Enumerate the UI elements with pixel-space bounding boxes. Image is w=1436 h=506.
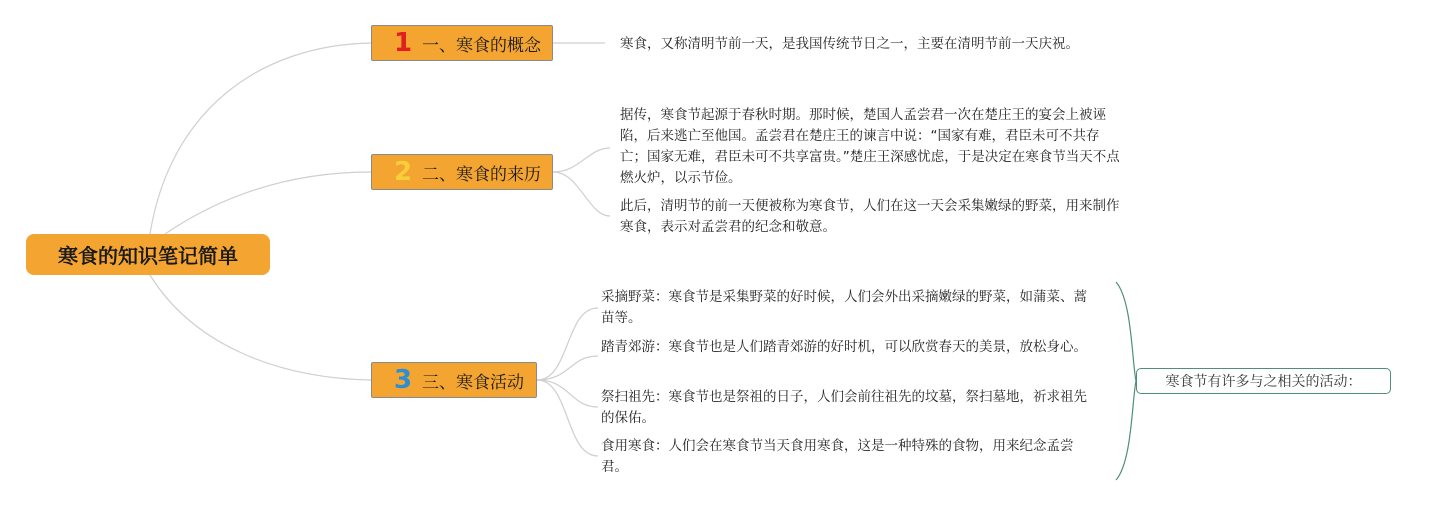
origin-leaf-legend-text: 据传，寒食节起源于春秋时期。那时候，楚国人孟尝君一次在楚庄王的宴会上被诬陷，后来逃亡至他国。孟尝君在楚庄王的谏言中说：“国家有难，君臣未可不共存亡；国家无难，君臣未可不共享富贵。”楚庄王深感忧虑，于是决定在寒食节当天不点燃火炉，以示节俭。	[620, 107, 1120, 186]
root-to-branch-1-connector	[150, 43, 371, 234]
origin-leaf-naming[interactable]	[620, 196, 1125, 238]
branch-3-leaf-3-connector	[537, 380, 598, 407]
branch-concept-label: 一、寒食的概念	[422, 35, 541, 56]
activity-leaf-ancestors-text: 祭扫祖先：寒食节也是祭祖的日子，人们会前往祖先的坟墓，祭扫墓地，祈求祖先的保佑。	[601, 389, 1087, 426]
origin-leaf-legend[interactable]	[620, 105, 1125, 189]
branch-origin-label: 二、寒食的来历	[422, 164, 541, 185]
number-1-icon: 1	[393, 28, 413, 58]
number-2-icon: 2	[393, 157, 413, 187]
root-topic-label: 寒食的知识笔记简单	[58, 244, 238, 268]
activity-leaf-outing-text: 踏青郊游：寒食节也是人们踏青郊游的好时机，可以欣赏春天的美景，放松身心。	[601, 339, 1087, 355]
concept-leaf-text: 寒食，又称清明节前一天，是我国传统节日之一，主要在清明节前一天庆祝。	[620, 36, 1079, 52]
activity-leaf-ancestors[interactable]	[601, 387, 1096, 429]
activity-leaf-wild-greens-text: 采摘野菜：寒食节是采集野菜的好时候，人们会外出采摘嫩绿的野菜，如蒲菜、蒿苗等。	[601, 289, 1087, 326]
branch-origin[interactable]	[371, 154, 553, 190]
root-to-branch-2-connector	[165, 172, 371, 234]
activity-leaf-cold-food[interactable]	[601, 436, 1096, 478]
origin-leaf-naming-text: 此后，清明节的前一天便被称为寒食节，人们在这一天会采集嫩绿的野菜，用来制作寒食，表示对孟尝君的纪念和敬意。	[620, 198, 1120, 235]
activity-leaf-wild-greens[interactable]	[601, 287, 1096, 329]
branch-2-leaf-2-connector	[553, 172, 610, 216]
branch-activities[interactable]	[371, 362, 537, 398]
activity-leaf-cold-food-text: 食用寒食：人们会在寒食节当天食用寒食，这是一种特殊的食物，用来纪念孟尝君。	[601, 438, 1074, 475]
branch-3-leaf-2-connector	[537, 356, 598, 380]
summary-bracket	[1116, 282, 1136, 480]
concept-leaf[interactable]	[620, 34, 1140, 55]
root-to-branch-3-connector	[150, 275, 371, 380]
activity-leaf-outing[interactable]	[601, 337, 1096, 358]
root-topic[interactable]	[26, 234, 270, 275]
activities-summary-text: 寒食节有许多与之相关的活动：	[1165, 374, 1362, 390]
branch-2-leaf-1-connector	[553, 148, 610, 172]
branch-activities-label: 三、寒食活动	[422, 372, 524, 393]
activities-summary[interactable]	[1136, 368, 1391, 394]
branch-concept[interactable]	[371, 25, 553, 61]
number-3-icon: 3	[393, 365, 413, 395]
